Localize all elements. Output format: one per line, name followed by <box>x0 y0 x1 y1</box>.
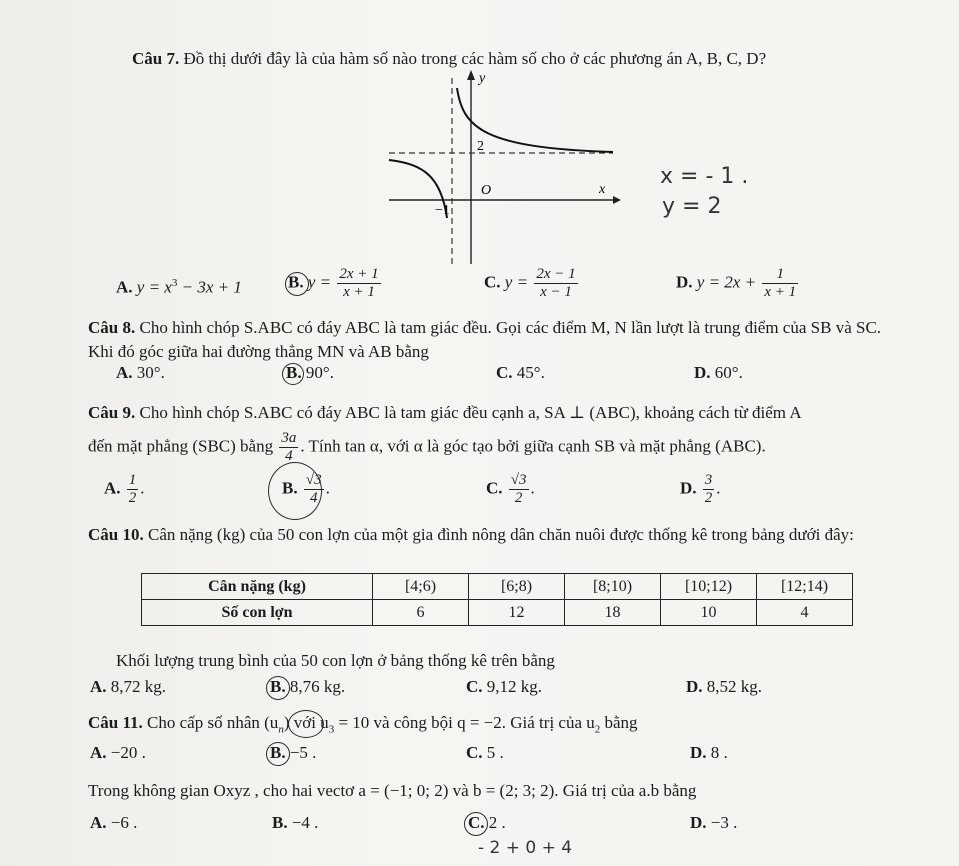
handwritten-y-asymptote: y = 2 <box>662 194 722 219</box>
table-row <box>142 600 853 626</box>
table-cell: [4;6) <box>373 574 469 600</box>
table-head-weight: Cân nặng (kg) <box>142 574 373 600</box>
table-head-count: Số con lợn <box>142 600 373 626</box>
q12-answer-c[interactable]: C. 2 . <box>468 813 506 832</box>
q9-answer-c[interactable]: C. $\frac{√3}{2}$ . <box>486 472 535 506</box>
q9-text-line1: Câu 9. Cho hình chóp S.ABC có đáy ABC là tam giác đều cạnh a, SA ⊥ (ABC), khoảng cách từ điểm A <box>88 403 802 422</box>
q10-answer-b[interactable]: B. 8,76 kg. <box>270 677 346 696</box>
q11-answer-c[interactable]: C. 5 . <box>466 743 504 762</box>
q12-answer-d[interactable]: D. −3 . <box>690 813 738 832</box>
table-cell: 6 <box>373 600 469 626</box>
table-cell: [12;14) <box>757 574 853 600</box>
q11-un-circle-mark <box>288 710 324 738</box>
q9-answer-d[interactable]: D. $\frac{3}{2}$ . <box>680 472 721 506</box>
q10-answer-a[interactable]: A. 8,72 kg. <box>90 677 167 696</box>
q10-question: Khối lượng trung bình của 50 con lợn ở bảng thống kê trên bằng <box>116 651 555 670</box>
q8-answer-a[interactable]: A. 30°. <box>116 363 165 382</box>
table-cell: 18 <box>565 600 661 626</box>
table-cell: [6;8) <box>469 574 565 600</box>
q9-answer-b[interactable]: B. $\frac{√3}{4}$ . <box>282 472 330 506</box>
q7-answer-a[interactable]: A. $y = x^3 - 3x + 1$ <box>116 277 242 297</box>
q9-answer-a[interactable]: A. $\frac{1}{2}$ . <box>104 472 145 506</box>
q7-text: Câu 7. Đồ thị dưới đây là của hàm số nào trong các hàm số cho ở các phương án A, B, C, D? <box>132 49 767 68</box>
graph-origin-label: O <box>481 183 492 198</box>
graph-x-label: x <box>599 182 606 197</box>
q7-answer-c[interactable]: C. y = $\frac{2x - 1}{x - 1}$ <box>484 266 576 300</box>
q11-answer-a[interactable]: A. −20 . <box>90 743 146 762</box>
table-cell: [8;10) <box>565 574 661 600</box>
table-cell: 12 <box>469 600 565 626</box>
q12-handwritten-scribble: - 2 + 0 + 4 <box>478 838 573 858</box>
table-cell: [10;12) <box>661 574 757 600</box>
q7-answer-d[interactable]: D. y = 2x + $\frac{1}{x + 1}$ <box>676 266 797 300</box>
q8-answer-c[interactable]: C. 45°. <box>496 363 545 382</box>
q7-graph <box>383 68 623 268</box>
q12-answer-a[interactable]: A. −6 . <box>90 813 138 832</box>
q11-answer-b[interactable]: B. −5 . <box>270 743 317 762</box>
table-row <box>142 574 853 600</box>
graph-y-label: y <box>479 71 486 86</box>
q10-answer-c[interactable]: C. 9,12 kg. <box>466 677 543 696</box>
q8-text: Câu 8. Cho hình chóp S.ABC có đáy ABC là tam giác đều. Gọi các điểm M, N lần lượt là trung điểm của SB và SC. Khi đó góc giữa hai đường thẳng MN và AB bằng <box>88 318 882 361</box>
q7-answer-b[interactable]: B. y = $\frac{2x + 1}{x + 1}$ <box>288 266 379 300</box>
q11-text: Câu 11. Cho cấp số nhân $(u_n)$ với $u_3 = 10$ và công bội q = −2. Giá trị của $u_2$ bằng <box>88 713 638 736</box>
q8-answer-d[interactable]: D. 60°. <box>694 363 743 382</box>
handwritten-x-asymptote: x = - 1 . <box>660 164 749 189</box>
q12-answer-b[interactable]: B. −4 . <box>272 813 319 832</box>
q11-answer-d[interactable]: D. 8 . <box>690 743 728 762</box>
table-cell: 4 <box>757 600 853 626</box>
table-cell: 10 <box>661 600 757 626</box>
q9-text-line2: đến mặt phẳng (SBC) bằng $\frac{3a}{4}$ . Tính tan α, với α là góc tạo bởi giữa cạnh SB và mặt phẳng (ABC). <box>88 430 766 464</box>
q10-answer-d[interactable]: D. 8,52 kg. <box>686 677 763 696</box>
graph-tick-y: 2 <box>477 139 484 154</box>
q12-text: Trong không gian Oxyz , cho hai vectơ a = (−1; 0; 2) và b = (2; 3; 2). Giá trị của a.b bằng <box>88 781 697 800</box>
q10-text: Câu 10. Cân nặng (kg) của 50 con lợn của một gia đình nông dân chăn nuôi được thống kê trong bảng dưới đây: <box>88 525 854 544</box>
graph-tick-x: −1 <box>435 203 450 218</box>
q10-stats-table <box>141 573 853 626</box>
q8-answer-b[interactable]: B. 90°. <box>286 363 334 382</box>
